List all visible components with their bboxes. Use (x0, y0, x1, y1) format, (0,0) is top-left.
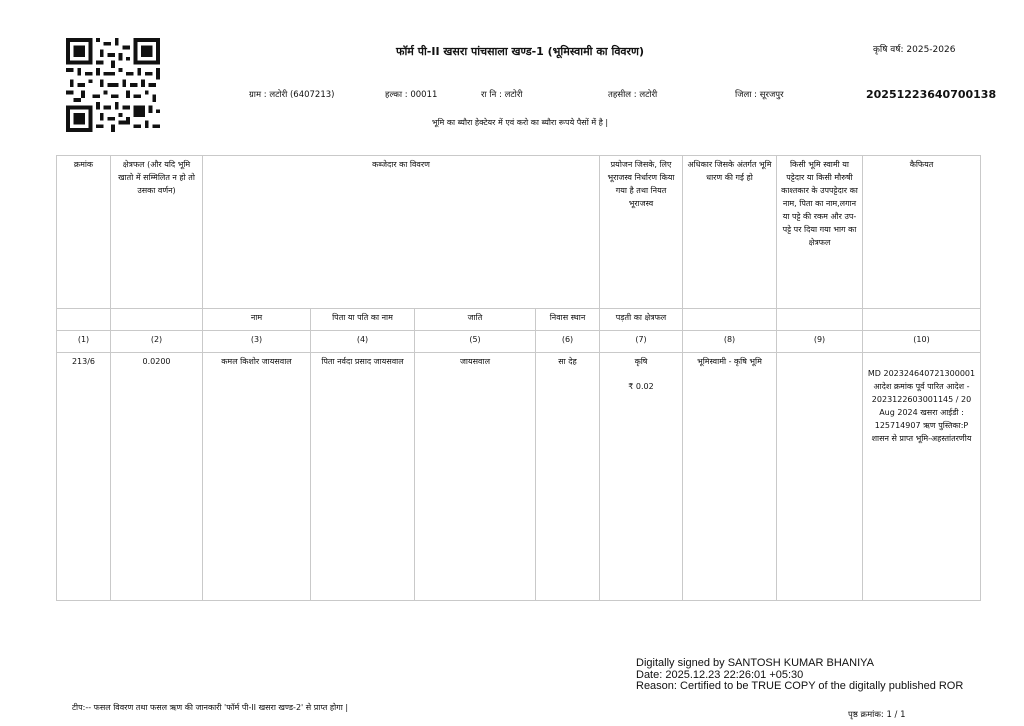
cell-pita: पिता नर्वदा प्रसाद जायसवाल (311, 353, 415, 601)
form-title: फॉर्म पी-II खसरा पांचसाला खण्ड-1 (भूमिस्वामी का विवरण) (395, 45, 645, 58)
cell-niwas: सा देह (536, 353, 600, 601)
cell-naam: कमल किशोर जायसवाल (203, 353, 311, 601)
qr-code (66, 38, 160, 132)
cell-jati: जायसवाल (415, 353, 536, 601)
crop-year: कृषि वर्ष: 2025-2026 (873, 45, 956, 55)
subheader-pita: पिता या पति का नाम (311, 309, 415, 331)
col-number: (8) (683, 331, 777, 353)
cell-kramank: 213/6 (57, 353, 111, 601)
zila-field: जिला : सूरजपुर (735, 90, 784, 100)
subheader-naam: नाम (203, 309, 311, 331)
cell-kisi (777, 353, 863, 601)
table-row (57, 353, 981, 601)
col-number: (6) (536, 331, 600, 353)
subheader-niwas: निवास स्थान (536, 309, 600, 331)
gram-field: ग्राम : लटोरी (6407213) (249, 90, 335, 100)
lagaan-value: ₹ 0.02 (628, 382, 654, 391)
cell-adhikar: भूमिस्वामी - कृषि भूमि (683, 353, 777, 601)
units-note: भूमि का ब्यौरा हेक्टेयर में एवं करो का ब्यौरा रूपये पैसों में है | (431, 118, 609, 127)
signature-line: Digitally signed by SANTOSH KUMAR BHANIYA (636, 657, 874, 669)
header-row (57, 156, 981, 309)
header-kabjedar: कब्जेदार का विवरण (203, 156, 600, 309)
rani-field: रा नि : लटोरी (481, 90, 523, 100)
khasra-table (56, 155, 981, 601)
header-kshetrafal: क्षेत्रफल (और यदि भूमि खातो में सम्मिलित न हो तो उसका वर्णन) (111, 156, 203, 309)
col-number: (5) (415, 331, 536, 353)
header-prayojan: प्रयोजन जिसके, लिए भूराजस्व निर्धारण किया गया है तथा नियत भूराजस्व (600, 156, 683, 309)
header-kaifiyat: कैफियत (863, 156, 981, 309)
page-number: पृष्ठ क्रमांक: 1 / 1 (848, 710, 906, 720)
signature-date: Date: 2025.12.23 22:26:01 +05:30 (636, 668, 804, 681)
col-number: (1) (57, 331, 111, 353)
subheader-row (57, 309, 981, 331)
col-number: (3) (203, 331, 311, 353)
col-number: (7) (600, 331, 683, 353)
header-kramank: क्रमांक (57, 156, 111, 309)
subheader-jati: जाति (415, 309, 536, 331)
tehsil-field: तहसील : लटोरी (608, 90, 658, 100)
column-number-row (57, 331, 981, 353)
cell-kaifiyat: MD 202324640721300001 आदेश क्रमांक पूर्व पारित आदेश - 2023122603001145 / 20 Aug 2024 खसरा आईडी : 125714907 ऋण पुस्तिका:P शासन से प्राप्त भूमि-अहस्तांतरणीय (863, 353, 981, 601)
col-number: (10) (863, 331, 981, 353)
header-adhikar: अधिकार जिसके अंतर्गत भूमि धारण की गई हो (683, 156, 777, 309)
cell-kshetrafal: 0.0200 (111, 353, 203, 601)
col-number: (2) (111, 331, 203, 353)
header-kisi: किसी भूमि स्वामी या पट्टेदार या किसी मौरुषी काश्तकार के उपपट्टेदार का नाम, पिता का नाम,लगान या पट्टे की रकम और उप-पट्टे पर दिया गया भाग का क्षेत्रफल (777, 156, 863, 309)
signature-reason: Reason: Certified to be TRUE COPY of the digitally published ROR (636, 680, 964, 692)
prayojan-value: कृषि (634, 357, 648, 366)
subheader-padti: पड़ती का क्षेत्रफल (600, 309, 683, 331)
col-number: (4) (311, 331, 415, 353)
footnote: टीप:-- फसल विवरण तथा फसल ऋण की जानकारी 'फॉर्म पी-II खसरा खण्ड-2' से प्राप्त होगा | (72, 703, 349, 712)
halka-field: हल्का : 00011 (385, 90, 438, 100)
col-number: (9) (777, 331, 863, 353)
digital-signature (636, 658, 963, 693)
cell-prayojan (600, 353, 683, 601)
document-number: 20251223640700138 (866, 88, 997, 101)
